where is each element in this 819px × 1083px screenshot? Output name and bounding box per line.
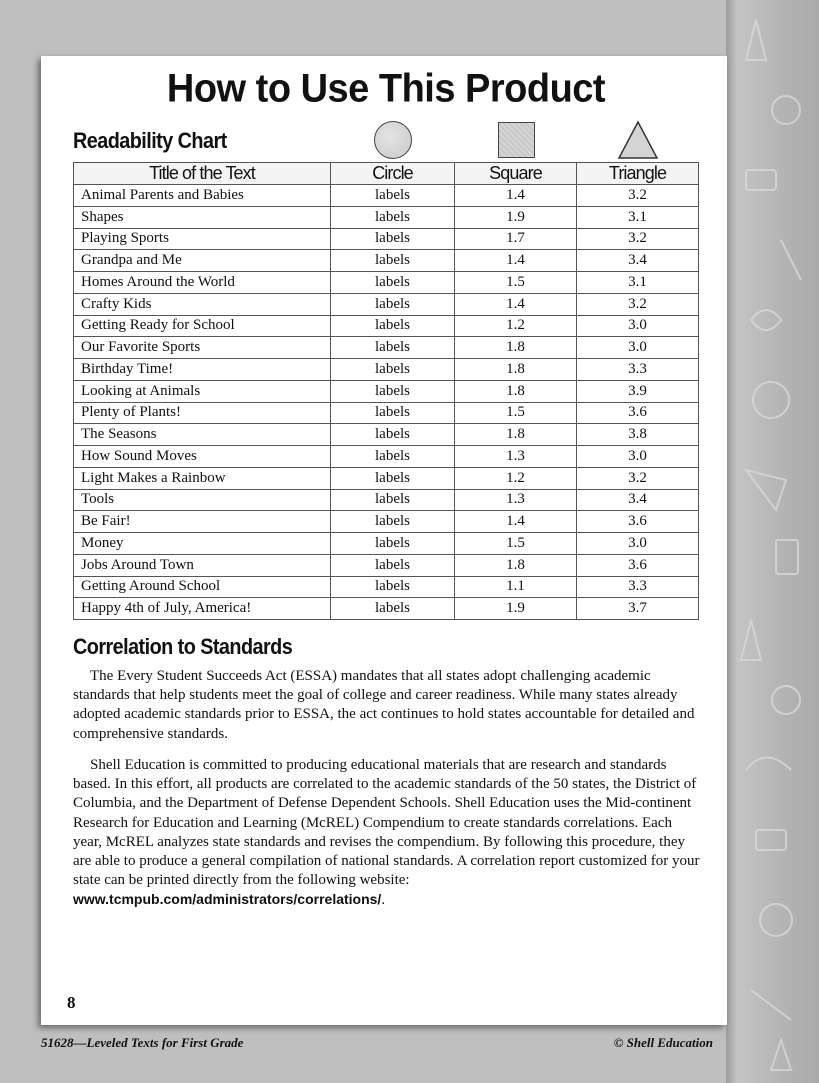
cell-square: 1.3 xyxy=(455,446,577,468)
cell-triangle: 3.1 xyxy=(577,272,699,294)
cell-triangle: 3.2 xyxy=(577,185,699,207)
cell-square: 1.8 xyxy=(455,337,577,359)
cell-triangle: 3.6 xyxy=(577,402,699,424)
header-title: Title of the Text xyxy=(74,163,331,185)
header-circle: Circle xyxy=(331,163,455,185)
table-row xyxy=(74,446,699,468)
cell-square: 1.4 xyxy=(455,293,577,315)
cell-triangle: 3.0 xyxy=(577,337,699,359)
table-row xyxy=(74,380,699,402)
cell-title: How Sound Moves xyxy=(74,446,331,468)
cell-title: Light Makes a Rainbow xyxy=(74,467,331,489)
header-triangle: Triangle xyxy=(577,163,699,185)
table-row xyxy=(74,337,699,359)
cell-title: Happy 4th of July, America! xyxy=(74,598,331,620)
cell-square: 1.5 xyxy=(455,272,577,294)
table-row xyxy=(74,489,699,511)
cell-square: 1.8 xyxy=(455,380,577,402)
doodle-pattern-icon xyxy=(726,0,819,1083)
page-title: How to Use This Product xyxy=(166,66,606,112)
footer-book-title: 51628—Leveled Texts for First Grade xyxy=(41,1035,244,1050)
paragraph-essa: The Every Student Succeeds Act (ESSA) mandates that all states adopt challenging academic standards that help students meet the goal of college and career readiness. While many states already adopted academic standards prior to ESSA, the act continues to hold states accountable for detailed and comprehensive standards. xyxy=(73,668,695,742)
cell-circle: labels xyxy=(331,185,455,207)
table-row xyxy=(74,576,699,598)
cell-square: 1.9 xyxy=(455,598,577,620)
cell-title: Plenty of Plants! xyxy=(74,402,331,424)
square-icon xyxy=(498,122,535,158)
table-row xyxy=(74,511,699,533)
cell-title: Shapes xyxy=(74,206,331,228)
cell-triangle: 3.1 xyxy=(577,206,699,228)
table-row xyxy=(74,293,699,315)
cell-circle: labels xyxy=(331,272,455,294)
circle-icon xyxy=(374,121,412,159)
cell-title: Money xyxy=(74,533,331,555)
cell-circle: labels xyxy=(331,489,455,511)
table-row xyxy=(74,228,699,250)
cell-title: The Seasons xyxy=(74,424,331,446)
readability-chart-heading: Readability Chart xyxy=(73,128,227,153)
cell-circle: labels xyxy=(331,315,455,337)
cell-triangle: 3.2 xyxy=(577,467,699,489)
table-row xyxy=(74,359,699,381)
cell-square: 1.7 xyxy=(455,228,577,250)
cell-square: 1.4 xyxy=(455,250,577,272)
cell-title: Homes Around the World xyxy=(74,272,331,294)
cell-title: Looking at Animals xyxy=(74,380,331,402)
cell-title: Our Favorite Sports xyxy=(74,337,331,359)
cell-circle: labels xyxy=(331,359,455,381)
cell-square: 1.3 xyxy=(455,489,577,511)
cell-triangle: 3.6 xyxy=(577,511,699,533)
cell-triangle: 3.6 xyxy=(577,554,699,576)
table-row xyxy=(74,467,699,489)
cell-circle: labels xyxy=(331,424,455,446)
cell-triangle: 3.2 xyxy=(577,228,699,250)
cell-title: Animal Parents and Babies xyxy=(74,185,331,207)
table-header-row xyxy=(74,163,699,185)
cell-title: Getting Around School xyxy=(74,576,331,598)
table-row xyxy=(74,402,699,424)
table-row xyxy=(74,598,699,620)
cell-circle: labels xyxy=(331,533,455,555)
cell-circle: labels xyxy=(331,228,455,250)
cell-circle: labels xyxy=(331,206,455,228)
cell-circle: labels xyxy=(331,402,455,424)
header-square: Square xyxy=(455,163,577,185)
correlation-heading: Correlation to Standards xyxy=(73,634,293,659)
table-row xyxy=(74,185,699,207)
table-row xyxy=(74,315,699,337)
cell-circle: labels xyxy=(331,554,455,576)
cell-square: 1.8 xyxy=(455,554,577,576)
table-row xyxy=(74,272,699,294)
cell-square: 1.8 xyxy=(455,424,577,446)
cell-triangle: 3.9 xyxy=(577,380,699,402)
cell-square: 1.5 xyxy=(455,402,577,424)
cell-triangle: 3.4 xyxy=(577,250,699,272)
decorative-spine xyxy=(726,0,819,1083)
cell-square: 1.8 xyxy=(455,359,577,381)
cell-circle: labels xyxy=(331,576,455,598)
cell-title: Be Fair! xyxy=(74,511,331,533)
cell-circle: labels xyxy=(331,446,455,468)
cell-circle: labels xyxy=(331,598,455,620)
table-row xyxy=(74,250,699,272)
cell-square: 1.1 xyxy=(455,576,577,598)
cell-square: 1.2 xyxy=(455,315,577,337)
cell-square: 1.4 xyxy=(455,511,577,533)
cell-triangle: 3.0 xyxy=(577,446,699,468)
triangle-icon xyxy=(617,120,659,160)
cell-circle: labels xyxy=(331,293,455,315)
cell-triangle: 3.3 xyxy=(577,359,699,381)
cell-title: Getting Ready for School xyxy=(74,315,331,337)
cell-title: Crafty Kids xyxy=(74,293,331,315)
paragraph-shell-education xyxy=(73,756,703,911)
cell-square: 1.5 xyxy=(455,533,577,555)
cell-triangle: 3.3 xyxy=(577,576,699,598)
correlations-website-link[interactable]: www.tcmpub.com/administrators/correlations/ xyxy=(73,891,382,908)
page-number: 8 xyxy=(67,993,76,1012)
cell-circle: labels xyxy=(331,250,455,272)
cell-title: Tools xyxy=(74,489,331,511)
cell-triangle: 3.0 xyxy=(577,533,699,555)
footer-copyright: © Shell Education xyxy=(613,1035,713,1050)
table-row xyxy=(74,206,699,228)
cell-triangle: 3.7 xyxy=(577,598,699,620)
readability-table xyxy=(73,162,699,620)
cell-title: Jobs Around Town xyxy=(74,554,331,576)
document-page xyxy=(41,56,727,1025)
table-row xyxy=(74,533,699,555)
cell-circle: labels xyxy=(331,337,455,359)
cell-square: 1.9 xyxy=(455,206,577,228)
paragraph-shell-education-text: Shell Education is committed to producing educational materials that are research and standards based. In this effort, all products are correlated to the academic standards of the 50 states, the District of Columbia, and the Department of Defense Dependent Schools. Shell Education uses the Mid-continent Research for Education and Learning (McREL) Compendium to create standards correlations. Each year, McREL analyzes state standards and revises the compendium. By following this procedure, they are able to produce a general compilation of national standards. A correlation report customized for your state can be printed directly from the following website: xyxy=(73,757,700,889)
cell-square: 1.4 xyxy=(455,185,577,207)
cell-circle: labels xyxy=(331,467,455,489)
cell-title: Playing Sports xyxy=(74,228,331,250)
cell-square: 1.2 xyxy=(455,467,577,489)
cell-triangle: 3.4 xyxy=(577,489,699,511)
cell-title: Grandpa and Me xyxy=(74,250,331,272)
cell-triangle: 3.0 xyxy=(577,315,699,337)
table-row xyxy=(74,424,699,446)
cell-circle: labels xyxy=(331,511,455,533)
paragraph-end-punctuation: . xyxy=(381,892,386,909)
cell-triangle: 3.2 xyxy=(577,293,699,315)
table-row xyxy=(74,554,699,576)
cell-title: Birthday Time! xyxy=(74,359,331,381)
cell-triangle: 3.8 xyxy=(577,424,699,446)
cell-circle: labels xyxy=(331,380,455,402)
